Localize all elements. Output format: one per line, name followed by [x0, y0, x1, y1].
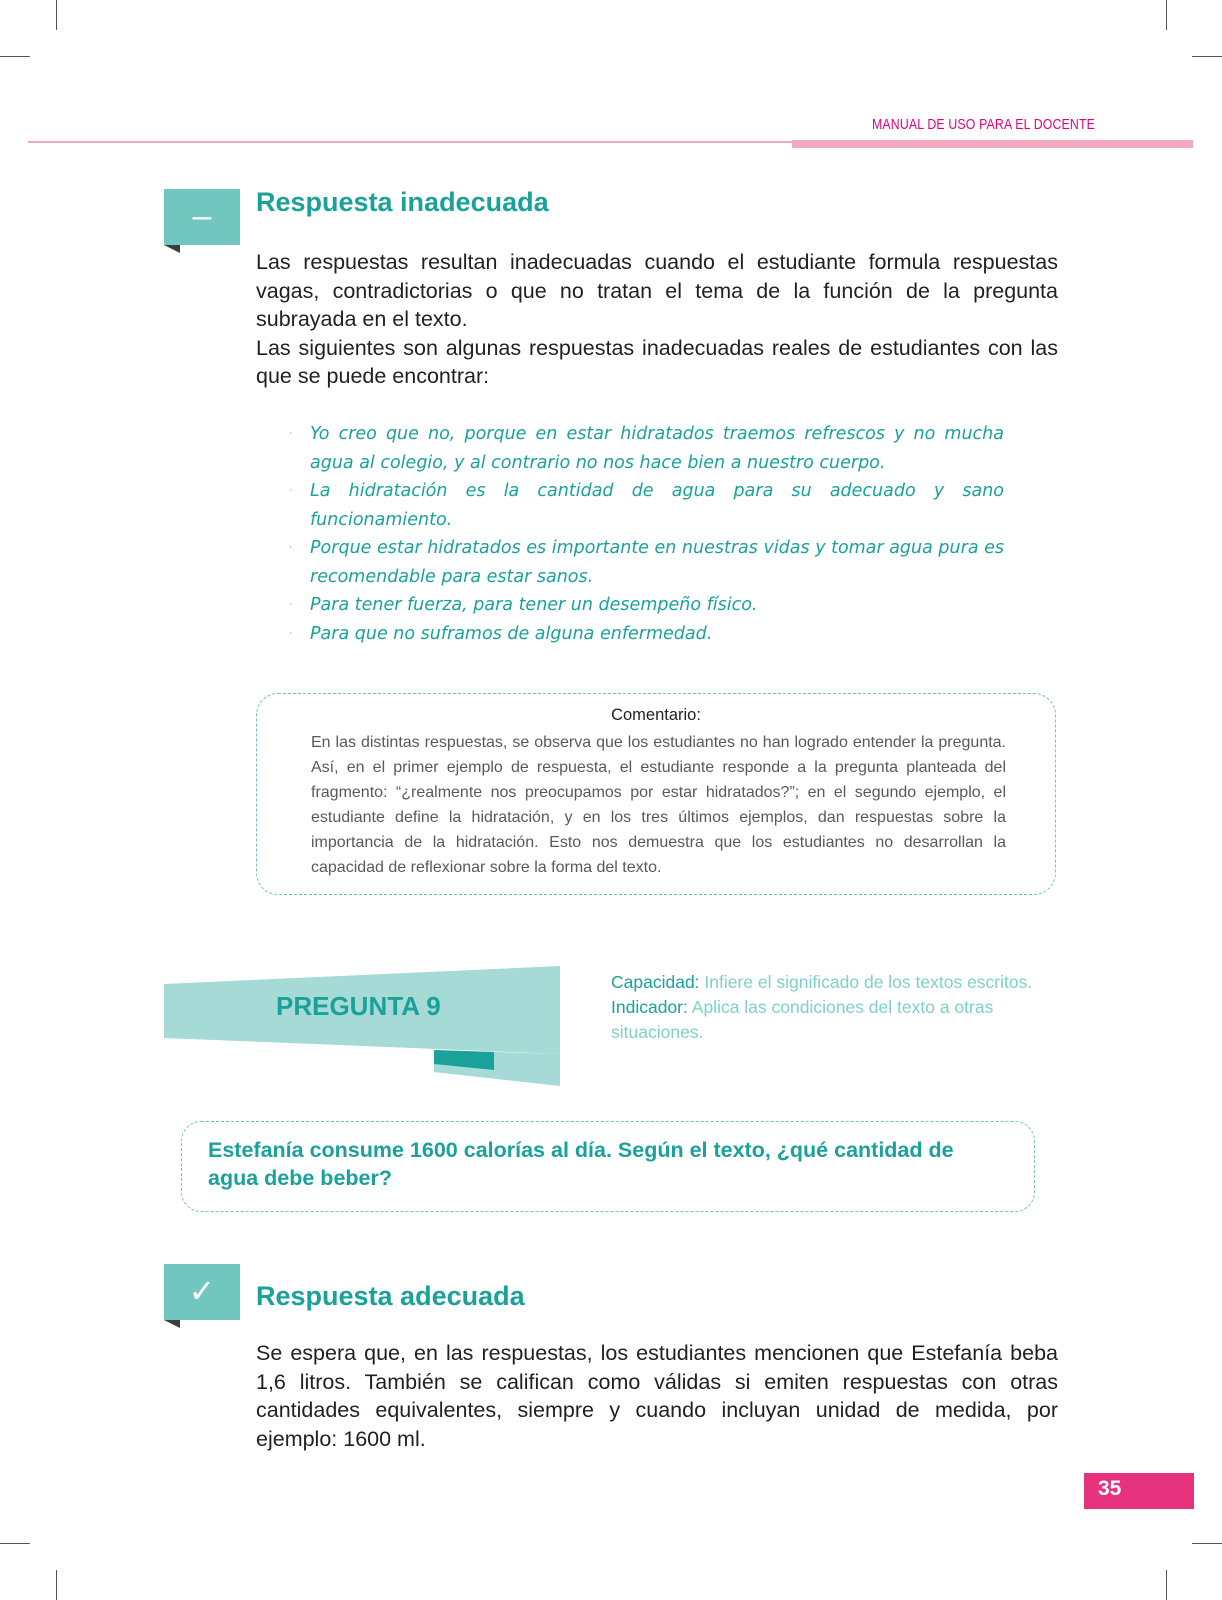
- tab-fold: [164, 1320, 180, 1328]
- inadequate-description: [256, 248, 1058, 391]
- crop-mark: [0, 1543, 30, 1544]
- inadequate-paragraph-1: Las respuestas resultan inadecuadas cuando el estudiante formula respuestas vagas, contradictorias o que no tratan el tema de la función de la pregunta subrayada en el texto.: [256, 250, 1058, 331]
- list-item: · Para que no suframos de alguna enfermedad.: [288, 620, 1004, 649]
- crop-mark: [1192, 56, 1222, 57]
- list-item: · Yo creo que no, porque en estar hidratados traemos refrescos y no mucha agua al colegio, y al contrario no nos hace bien a nuestro cuerpo.: [288, 420, 1004, 477]
- list-item: · Para tener fuerza, para tener un desempeño físico.: [288, 591, 1004, 620]
- adequate-paragraph: Se espera que, en las respuestas, los estudiantes mencionen que Estefanía beba 1,6 litros. También se califican como válidas si emiten respuestas con otras cantidades equivalentes, siempre y cuando incluyan unidad de medida, por ejemplo: 1600 ml.: [256, 1341, 1058, 1451]
- crop-mark: [56, 1570, 57, 1600]
- indicador-text: Aplica las condiciones del texto a otras situaciones.: [611, 997, 994, 1042]
- crop-mark: [1166, 0, 1167, 30]
- pregunta-ribbon: [164, 966, 560, 1086]
- header-title: MANUAL DE USO PARA EL DOCENTE: [872, 116, 1096, 133]
- list-item: · La hidratación es la cantidad de agua para su adecuado y sano funcionamiento.: [288, 477, 1004, 534]
- list-item: · Porque estar hidratados es importante en nuestras vidas y tomar agua pura es recomendable para estar sanos.: [288, 534, 1004, 591]
- capacidad-text: Infiere el significado de los textos escritos.: [704, 972, 1033, 992]
- check-icon: ✓: [164, 1264, 240, 1320]
- header-accent-bar: [792, 140, 1193, 148]
- capacidad-label: Capacidad:: [611, 972, 700, 992]
- crop-mark: [1192, 1543, 1222, 1544]
- question-box: [181, 1121, 1035, 1212]
- comment-text: En las distintas respuestas, se observa que los estudiantes no han logrado entender la pregunta. Así, en el primer ejemplo de respuesta, el estudiante responde a la pregunta planteada del fragmento: “¿realmente nos preocupamos por estar hidratados?”; en el segundo ejemplo, el estudiante define la hidratación, y en los tres últimos ejemplos, dan respuestas sobre la importancia de la hidratación. Esto nos demuestra que los estudiantes no desarrollan la capacidad de reflexionar sobre la forma del texto.: [311, 734, 1006, 876]
- question-text: Estefanía consume 1600 calorías al día. Según el texto, ¿qué cantidad de agua debe beber?: [208, 1138, 954, 1190]
- tab-fold: [164, 245, 180, 253]
- section-title-adequate: Respuesta adecuada: [256, 1281, 525, 1311]
- comment-title: Comentario:: [611, 706, 701, 724]
- crop-mark: [0, 56, 30, 57]
- indicador-label: Indicador:: [611, 997, 688, 1017]
- comment-box: [256, 693, 1056, 895]
- section-title-inadequate: Respuesta inadecuada: [256, 187, 549, 217]
- inadequate-answers-list: [288, 420, 1004, 648]
- crop-mark: [56, 0, 57, 30]
- minus-icon: –: [164, 189, 240, 245]
- page-number: 35: [1098, 1477, 1122, 1500]
- capacidad-indicador: [611, 970, 1061, 1045]
- crop-mark: [1166, 1570, 1167, 1600]
- inadequate-paragraph-2: Las siguientes son algunas respuestas inadecuadas reales de estudiantes con las que se puede encontrar:: [256, 335, 1058, 388]
- pregunta-label: PREGUNTA 9: [276, 991, 441, 1021]
